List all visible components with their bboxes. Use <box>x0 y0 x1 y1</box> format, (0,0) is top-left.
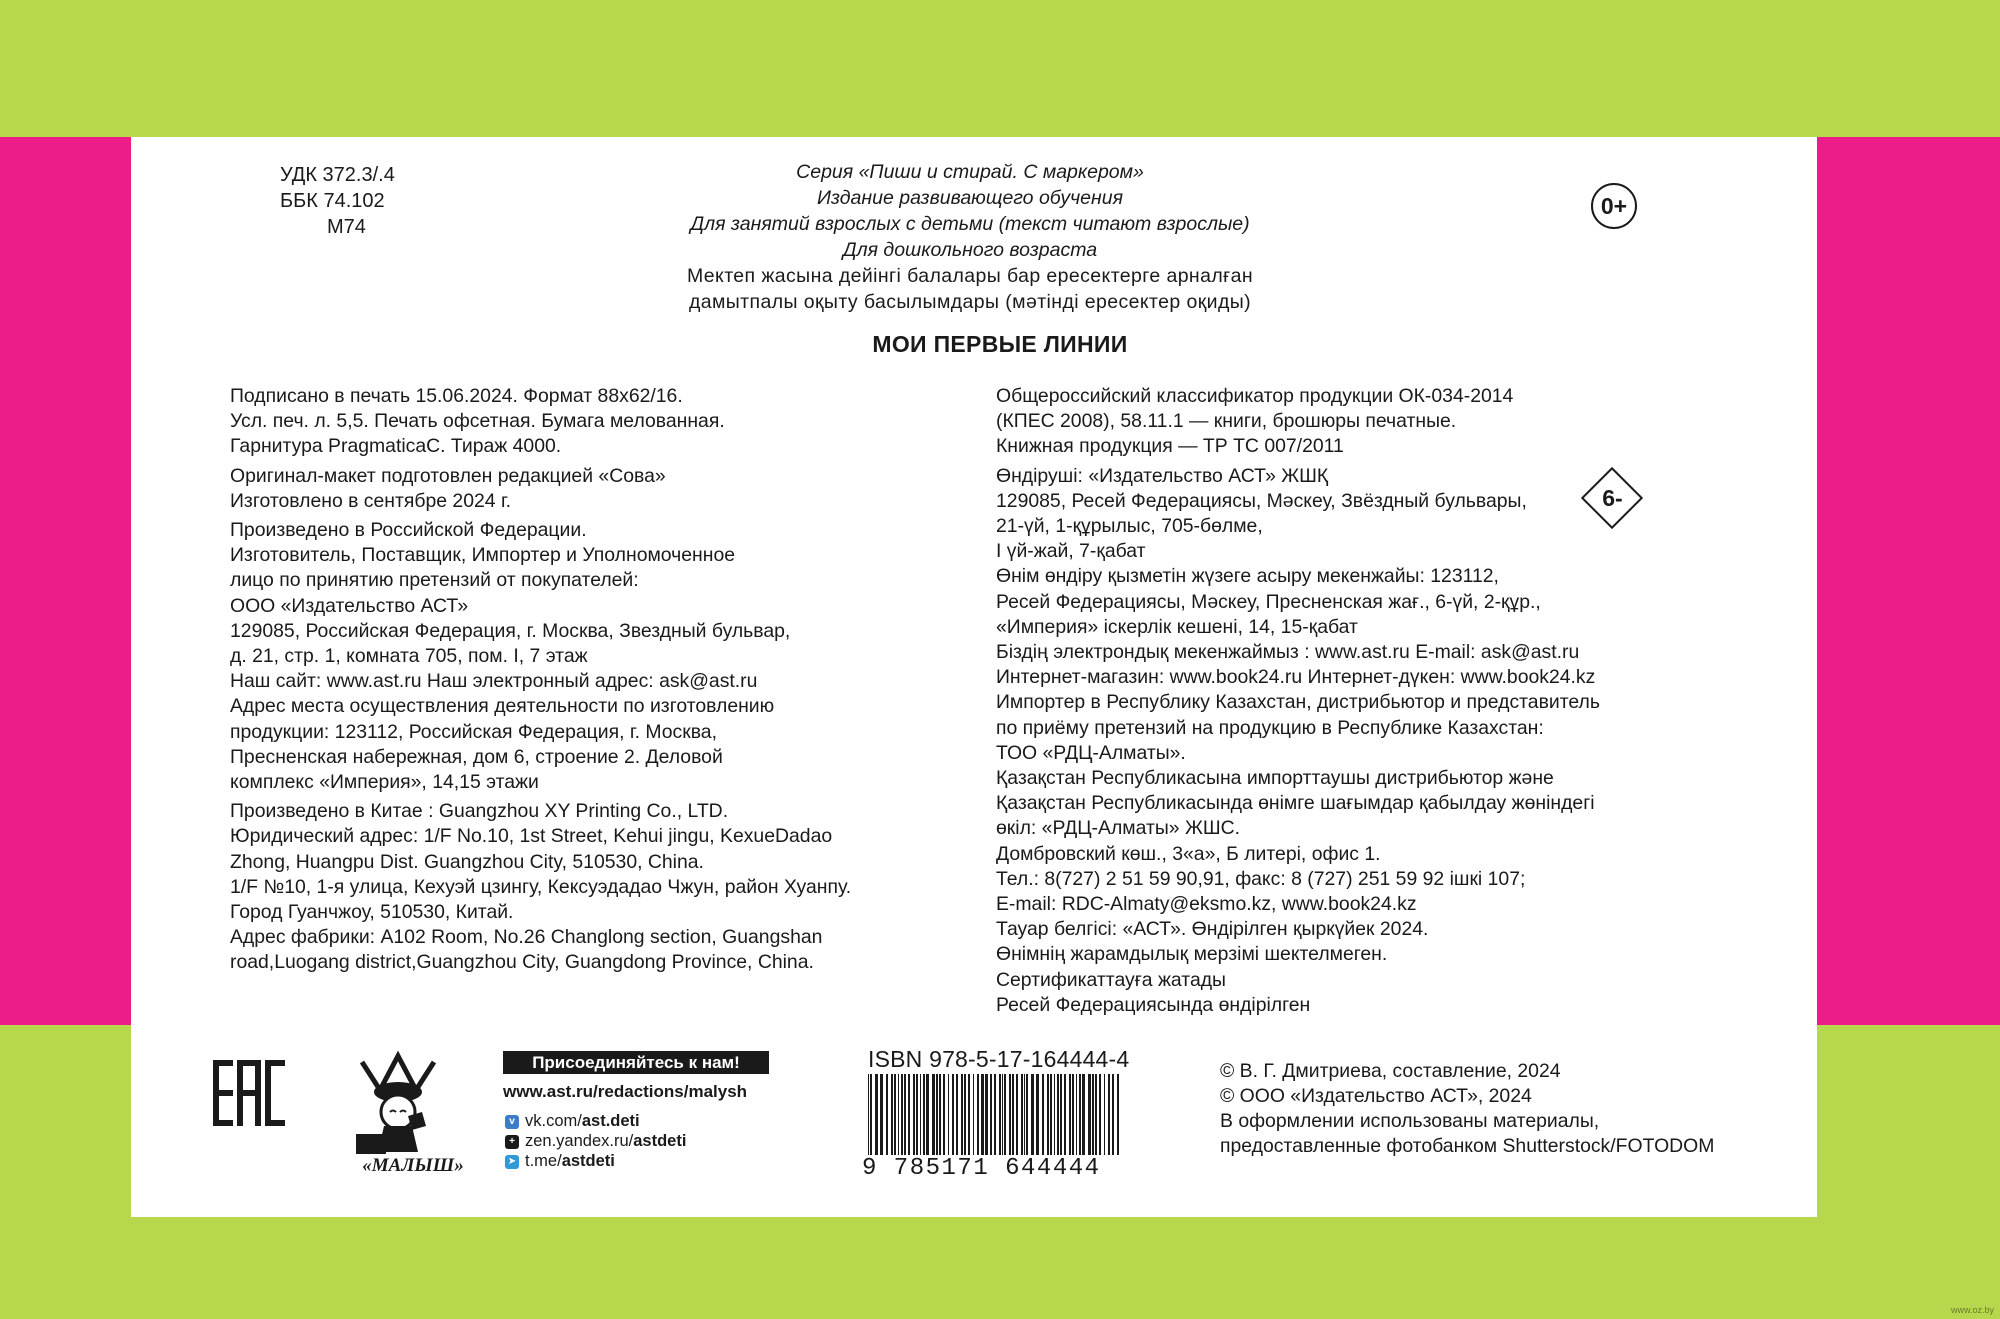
classification-codes <box>280 162 395 240</box>
imprint-line: Изготовитель, Поставщик, Импортер и Уполномоченное <box>230 544 736 567</box>
malysh-logo-text: «МАЛЫШ» <box>362 1155 464 1175</box>
zen-icon: + <box>505 1135 519 1149</box>
classifier-line: Общероссийский классификатор продукции ОК-034-2014 <box>996 385 1514 407</box>
social-handle: astdeti <box>561 1152 615 1170</box>
imprint-line: продукции: 123112, Российская Федерация, г. Москва, <box>230 720 717 743</box>
series-line: Для дошкольного возраста <box>842 239 1098 261</box>
book-title: МОИ ПЕРВЫЕ ЛИНИИ <box>872 331 1128 357</box>
imprint-line: Гарнитура PragmaticaC. Тираж 4000. <box>230 435 562 458</box>
imprint-line: road,Luogang district,Guangzhou City, Guangdong Province, China. <box>230 951 814 974</box>
author-code: М74 <box>327 216 366 238</box>
imprint-line: Қазақстан Республикасында өнімге шағымдар қабылдау жөніндегі <box>996 792 1595 815</box>
imprint-line: Қазақстан Республикасына импорттаушы дистрибьютор және <box>996 767 1554 790</box>
right-imprint-column <box>996 384 1600 1018</box>
copyright-line: © В. Г. Дмитриева, составление, 2024 <box>1220 1060 1561 1082</box>
imprint-line: 129085, Российская Федерация, г. Москва, Звездный бульвар, <box>230 619 791 642</box>
isbn-label: ISBN 978-5-17-164444-4 <box>868 1046 1130 1072</box>
imprint-line: Интернет-магазин: www.book24.ru Интернет-дүкен: www.book24.kz <box>996 666 1596 689</box>
series-info <box>590 159 1350 315</box>
imprint-line: 129085, Ресей Федерациясы, Мәскеу, Звёздный бульвары, <box>996 489 1527 512</box>
imprint-line: Произведено в Российской Федерации. <box>230 519 587 542</box>
series-line: Для занятий взрослых с детьми (текст читают взрослые) <box>690 213 1250 235</box>
social-link-zen[interactable] <box>505 1132 686 1151</box>
imprint-line: Подписано в печать 15.06.2024. Формат 88х62/16. <box>230 385 683 407</box>
telegram-icon: ➤ <box>505 1155 519 1169</box>
imprint-line: Усл. печ. л. 5,5. Печать офсетная. Бумага мелованная. <box>230 410 725 433</box>
social-prefix: vk.com/ <box>525 1112 582 1130</box>
imprint-line: Біздің электрондық мекенжаймыз : www.ast.ru E-mail: ask@ast.ru <box>996 641 1580 664</box>
social-handle: astdeti <box>633 1132 687 1150</box>
imprint-line: ООО «Издательство АСТ» <box>230 594 469 617</box>
age-mark-kz: 6- <box>1602 485 1623 511</box>
imprint-line: Ресей Федерациясы, Мәскеу, Пресненская жағ., 6-үй, 2-құр., <box>996 590 1541 613</box>
udk-code: УДК 372.3/.4 <box>280 164 395 186</box>
imprint-line: Ресей Федерациясында өндірілген <box>996 993 1311 1016</box>
series-line: Издание развивающего обучения <box>816 187 1124 209</box>
imprint-line: ТОО «РДЦ-Алматы». <box>996 741 1186 764</box>
copyright-line: предоставленные фотобанком Shutterstock/FOTODOM <box>1220 1135 1715 1157</box>
bbk-code: ББК 74.102 <box>280 190 385 212</box>
join-us-banner: Присоединяйтесь к нам! <box>503 1051 769 1074</box>
social-handle: ast.deti <box>581 1112 640 1130</box>
imprint-line: Адрес фабрики: A102 Room, No.26 Changlong section, Guangshan <box>230 926 823 949</box>
vk-icon: v <box>505 1115 519 1129</box>
imprint-line: Юридический адрес: 1/F No.10, 1st Street, Kehui jingu, KexueDadao <box>230 825 833 848</box>
imprint-line: 21-үй, 1-құрылыс, 705-бөлме, <box>996 515 1263 538</box>
kz-line: Мектеп жасына дейінгі балалары бар ересектерге арналған <box>686 265 1254 287</box>
imprint-line: E-mail: RDC-Almaty@eksmo.kz, www.book24.kz <box>996 893 1417 916</box>
imprint-line: Пресненская набережная, дом 6, строение 2. Деловой <box>230 745 723 768</box>
imprint-line: Өндіруші: «Издательство АСТ» ЖШҚ <box>996 464 1329 487</box>
imprint-line: Город Гуанчжоу, 510530, Китай. <box>230 901 514 924</box>
social-link-telegram[interactable] <box>505 1152 615 1171</box>
series-line: Серия «Пиши и стирай. С маркером» <box>796 161 1144 183</box>
social-link-vk[interactable] <box>505 1112 640 1131</box>
kz-line: дамытпалы оқыту басылымдары (мәтінді ересектер оқиды) <box>688 291 1252 313</box>
social-prefix: zen.yandex.ru/ <box>525 1132 634 1150</box>
imprint-line: Импортер в Республику Казахстан, дистрибьютор и представитель <box>996 691 1600 714</box>
classifier-line: (КПЕС 2008), 58.11.1 — книги, брошюры печатные. <box>996 410 1457 433</box>
social-prefix: t.me/ <box>525 1152 562 1170</box>
copyright-line: © ООО «Издательство АСТ», 2024 <box>1220 1085 1532 1107</box>
malysh-logo-icon <box>342 1050 484 1175</box>
imprint-line: Өнімнің жарамдылық мерзімі шектелмеген. <box>996 943 1388 966</box>
copyright-block <box>1220 1059 1714 1159</box>
imprint-line: лицо по принятию претензий от покупателей: <box>230 569 639 592</box>
imprint-line: Домбровский көш., 3«а», Б литері, офис 1. <box>996 842 1381 865</box>
imprint-line: 1/F №10, 1-я улица, Кехуэй цзингу, Кексуэдадао Чжун, район Хуанпу. <box>230 875 852 898</box>
left-imprint-column <box>230 384 851 976</box>
imprint-line: Сертификаттауға жатады <box>996 968 1226 991</box>
eac-mark-icon <box>213 1060 285 1126</box>
imprint-line: «Империя» іскерлік кешені, 14, 15-қабат <box>996 615 1358 638</box>
join-url-link[interactable]: www.ast.ru/redactions/malysh <box>503 1082 748 1101</box>
imprint-line: Тауар белгісі: «АСТ». Өндірілген қыркүйек 2024. <box>996 918 1429 941</box>
watermark: www.oz.by <box>1950 1305 1994 1315</box>
imprint-line: по приёму претензий на продукцию в Республике Казахстан: <box>996 716 1544 739</box>
imprint-line: Наш сайт: www.ast.ru Наш электронный адрес: ask@ast.ru <box>230 670 758 693</box>
imprint-line: Оригинал-макет подготовлен редакцией «Сова» <box>230 464 666 487</box>
imprint-line: Адрес места осуществления деятельности по изготовлению <box>230 695 775 718</box>
imprint-line: Zhong, Huangpu Dist. Guangzhou City, 510530, China. <box>230 850 704 873</box>
imprint-line: Өнім өндіру қызметін жүзеге асыру мекенжайы: 123112, <box>996 565 1499 588</box>
classifier-line: Книжная продукция — ТР ТС 007/2011 <box>996 435 1344 458</box>
imprint-line: Произведено в Китае : Guangzhou XY Printing Co., LTD. <box>230 800 729 823</box>
barcode-digits: 9 785171 644444 <box>862 1155 1124 1183</box>
imprint-line: Тел.: 8(727) 2 51 59 90,91, факс: 8 (727) 251 59 92 ішкі 107; <box>996 867 1526 890</box>
imprint-line: комплекс «Империя», 14,15 этажи <box>230 771 539 794</box>
copyright-line: В оформлении использованы материалы, <box>1220 1110 1600 1132</box>
imprint-line: д. 21, стр. 1, комната 705, пом. I, 7 этаж <box>230 645 588 668</box>
age-rating-badge: 0+ <box>1591 183 1637 229</box>
imprint-line: I үй-жай, 7-қабат <box>996 540 1146 563</box>
imprint-line: Изготовлено в сентябре 2024 г. <box>230 489 512 512</box>
imprint-line: өкіл: «РДЦ-Алматы» ЖШС. <box>996 817 1241 840</box>
